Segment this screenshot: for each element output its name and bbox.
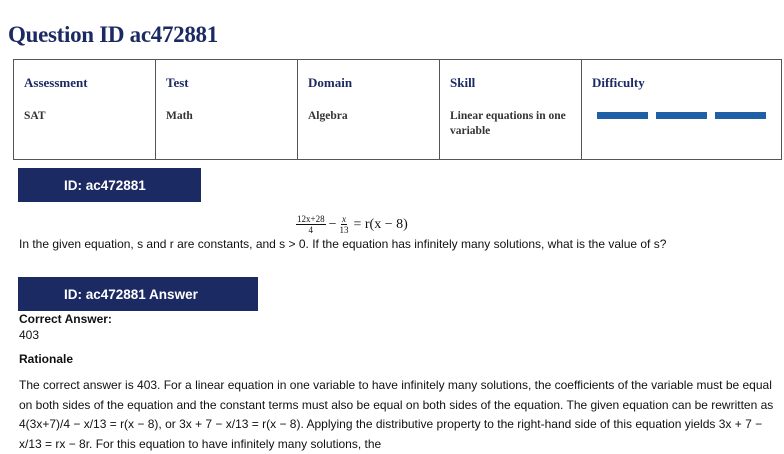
difficulty-indicator	[597, 112, 771, 119]
fraction-1-numerator: 12x+28	[297, 214, 325, 224]
equation-rhs: = r(x − 8)	[353, 216, 408, 232]
question-text: In the given equation, s and r are constants, and s > 0. If the equation has infinitely many solutions, what is the value of s?	[19, 237, 667, 251]
value-skill: Linear equations in one variable	[450, 110, 566, 137]
header-skill: Skill	[450, 75, 476, 90]
difficulty-bar	[656, 112, 707, 119]
header-domain: Domain	[308, 75, 353, 90]
answer-banner: ID: ac472881 Answer	[18, 277, 258, 311]
correct-answer-label: Correct Answer:	[19, 312, 112, 326]
fraction-2-denominator: 13	[339, 225, 349, 235]
rationale-label: Rationale	[19, 352, 74, 366]
fraction-1-denominator: 4	[308, 225, 314, 235]
fraction-2-numerator: x	[341, 214, 346, 224]
fraction-2	[339, 214, 348, 235]
header-assessment: Assessment	[24, 75, 88, 90]
minus-sign: −	[328, 216, 337, 232]
rationale-text: The correct answer is 403. For a linear equation in one variable to have infinitely many solutions, the coefficients of the variable must be equal on both sides of the equation and the constant terms must also be equal on both sides of the equation. The given equation can be rewritten as 4(3x+7)/4 − x/13 = r(x − 8), or 3x + 7 − x/13 = r(x − 8). Applying the distributive property to the right-hand side of this equation yields 3x + 7 − x/13 = rx − 8r. For this equation to have infinitely many solutions, the	[19, 378, 774, 451]
correct-answer-value: 403	[19, 328, 40, 342]
value-assessment: SAT	[24, 110, 46, 122]
difficulty-bar	[597, 112, 648, 119]
header-test: Test	[166, 75, 189, 90]
page-title: Question ID ac472881	[8, 22, 218, 47]
value-domain: Algebra	[308, 110, 348, 122]
question-info-table	[13, 59, 782, 160]
header-difficulty: Difficulty	[592, 75, 645, 90]
equation	[293, 214, 408, 235]
difficulty-bar	[715, 112, 766, 119]
value-test: Math	[166, 110, 193, 122]
id-banner: ID: ac472881	[18, 168, 201, 202]
fraction-1	[296, 214, 326, 235]
